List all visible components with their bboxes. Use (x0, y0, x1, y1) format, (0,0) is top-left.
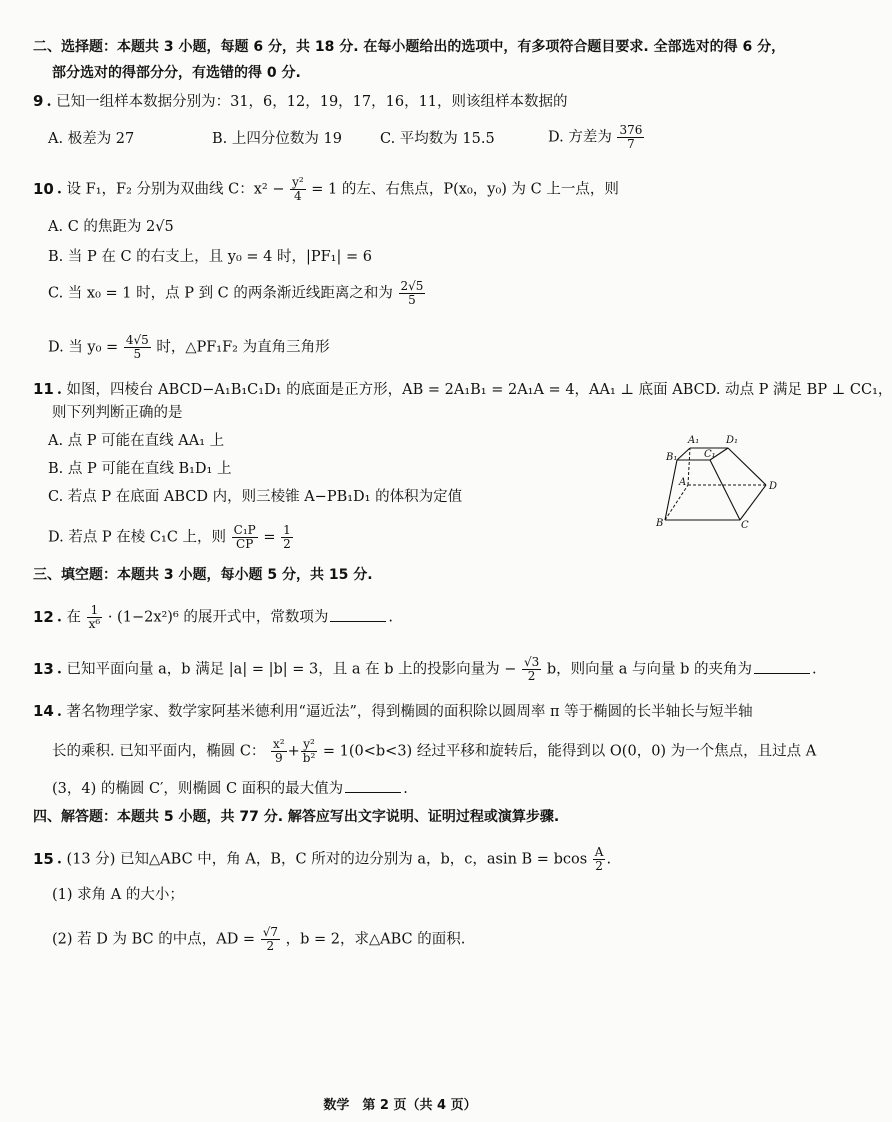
q12-answer-blank[interactable] (330, 607, 386, 622)
label-B1: B₁ (666, 452, 678, 463)
q14-frac2-num: y² (301, 738, 318, 752)
q15-frac-den: 2 (595, 859, 603, 873)
q15-part2 (52, 926, 465, 953)
section-3-header: 三、填空题：本题共 3 小题，每小题 5 分，共 15 分. (33, 567, 373, 583)
q14-number: 14 (33, 702, 54, 720)
q15-p2-frac-den: 2 (266, 939, 275, 953)
q11-d-frac2-num: 1 (283, 523, 291, 537)
q14-line3-pre: (3，4) 的椭圆 C′，则椭圆 C 面积的最大值为 (52, 781, 344, 797)
edge-CC1 (710, 460, 740, 520)
q13-frac-den: 2 (527, 669, 536, 683)
q11-d-frac1-den: CP (236, 537, 254, 551)
q11-d-frac1-num: C₁P (233, 523, 256, 537)
q10-option-d (48, 334, 330, 361)
label-D: D (769, 481, 778, 492)
label-C: C (741, 520, 749, 531)
q12-frac-den: x⁶ (88, 617, 101, 631)
edge-B1A1 (677, 448, 690, 460)
q15-stem: 15 . (13 分) 已知△ABC 中，角 A，B，C 所对的边分别为 a，b，c，asin B = bcos $\frac{A}{2}$ . (33, 845, 612, 873)
q9-option-d-fraction (617, 124, 644, 151)
q14-frac1-den: 9 (275, 751, 283, 765)
q12-post: . (388, 609, 393, 626)
q10-number: 10 (33, 179, 54, 198)
q10-c-den: 5 (408, 293, 416, 307)
q11-number: 11 (33, 380, 54, 398)
q14-plus: + (287, 743, 300, 760)
q14-frac1-num: x² (273, 737, 285, 751)
q10-d-den: 5 (133, 347, 142, 361)
q15-frac-num: A (594, 845, 604, 859)
q15-part2-fraction (261, 926, 280, 953)
q10-option-d-post: 时，△PF₁F₂ 为直角三角形 (156, 339, 330, 356)
q10-option-d-fraction (124, 334, 151, 361)
q12-fraction (87, 604, 103, 631)
q13-mid: b，则向量 a 与向量 b 的夹角为 (546, 661, 753, 678)
q10-stem-pre: 设 F₁，F₂ 分别为双曲线 C：x² − (66, 181, 285, 198)
q15-part2-post: ，b = 2，求△ABC 的面积. (285, 931, 466, 948)
q9-option-a: A. 极差为 27 (48, 131, 135, 147)
q11-option-d-equals: = (263, 529, 276, 546)
q11-d-frac2-den: 2 (283, 537, 291, 551)
q10-d-num: 4√5 (125, 333, 149, 347)
q11-option-d-pre: D. 若点 P 在棱 C₁C 上，则 (48, 529, 227, 546)
q14-line2-pre: 长的乘积. 已知平面内，椭圆 C： (52, 743, 266, 760)
q14-line2-post: = 1(0<b<3) 经过平移和旋转后，能得到以 O(0，0) 为一个焦点，且过点 A (322, 743, 817, 760)
q9-option-b: B. 上四分位数为 19 (212, 131, 342, 147)
q9-number: 9 (33, 92, 44, 110)
q12-number: 12 (33, 607, 54, 626)
q10-frac-num: y² (292, 175, 304, 189)
q15-p2-frac-num: √7 (262, 925, 278, 939)
section-4-header: 四、解答题：本题共 5 小题，共 77 分. 解答应写出文字说明、证明过程或演算步骤. (33, 809, 560, 825)
label-D1: D₁ (726, 435, 739, 446)
page-footer: 数学 第 2 页（共 4 页） (323, 1098, 477, 1113)
section-2-header-line2: 部分选对的得部分分，有选错的得 0 分. (52, 65, 301, 81)
q9-option-d (548, 124, 645, 151)
edge-CD (740, 485, 766, 520)
q11-stem-line2: 则下列判断正确的是 (52, 405, 183, 421)
q12-mid: · (1−2x²)⁶ 的展开式中，常数项为 (107, 609, 329, 626)
q10-option-c-text: C. 当 x₀ = 1 时，点 P 到 C 的两条渐近线距离之和为 (48, 285, 393, 302)
q15-fraction (593, 846, 606, 873)
q15-part2-pre: (2) 若 D 为 BC 的中点，AD = (52, 931, 256, 948)
q12-frac-num: 1 (87, 604, 103, 618)
label-A1: A₁ (688, 435, 700, 446)
q14-line2 (52, 738, 816, 765)
q9-option-c: C. 平均数为 15.5 (380, 131, 495, 147)
q10-option-b: B. 当 P 在 C 的右支上，且 y₀ = 4 时，|PF₁| = 6 (48, 249, 372, 265)
q15-pre: (13 分) 已知△ABC 中，角 A，B，C 所对的边分别为 a，b，c，asin B = bcos (66, 851, 588, 868)
q11-option-d-fraction1 (232, 524, 258, 551)
q11-option-a: A. 点 P 可能在直线 AA₁ 上 (48, 433, 225, 449)
q13: 13 . 已知平面向量 a，b 满足 |a| = |b| = 3，且 a 在 b 上的投影向量为 − $\frac{√3}{2}$ b，则向量 a 与向量 b 的夹角为 . (33, 655, 817, 683)
q10-stem-post: = 1 的左、右焦点，P(x₀，y₀) 为 C 上一点，则 (311, 181, 619, 198)
q15-number: 15 (33, 849, 54, 868)
q10-option-a: A. C 的焦距为 2√5 (48, 219, 174, 235)
q11-option-d (48, 524, 294, 551)
q11-option-b: B. 点 P 可能在直线 B₁D₁ 上 (48, 461, 232, 477)
frustum-figure (648, 432, 786, 532)
label-B: B (656, 518, 664, 529)
label-A: A (679, 477, 687, 488)
q15-part1: (1) 求角 A 的大小； (52, 887, 184, 903)
q14-line3-post: . (403, 781, 408, 797)
q9-stem: 9 . 已知一组样本数据分别为：31，6，12，19，17，16，11，则该组样本数据的 (33, 92, 568, 110)
q13-number: 13 (33, 659, 54, 678)
q14-line1-text: 著名物理学家、数学家阿基米德利用“逼近法”，得到椭圆的面积除以圆周率 π 等于椭圆的长半轴长与短半轴 (66, 704, 753, 720)
q10-frac-den: 4 (294, 189, 302, 203)
q11-option-c: C. 若点 P 在底面 ABCD 内，则三棱锥 A−PB₁D₁ 的体积为定值 (48, 489, 463, 505)
edge-DD1 (728, 448, 766, 485)
q11-stem-line1: 11 . 如图，四棱台 ABCD−A₁B₁C₁D₁ 的底面是正方形，AB = 2A₁B₁ = 2A₁A = 4，AA₁ ⊥ 底面 ABCD. 动点 P 满足 BP ⊥ CC₁， (33, 380, 892, 398)
q10-option-c-fraction (399, 280, 426, 307)
q14-frac2-den: b² (302, 751, 316, 765)
q11-option-d-fraction2 (281, 524, 293, 551)
q10-c-num: 2√5 (400, 279, 424, 293)
q10-stem: 10 . 设 F₁，F₂ 分别为双曲线 C：x² − $\frac{\text{y²}}{4}$ = 1 的左、右焦点，P(x₀，y₀) 为 C 上一点，则 (33, 175, 619, 203)
q13-answer-blank[interactable] (754, 659, 810, 674)
q13-fraction (522, 656, 541, 683)
q9-d-denominator: 7 (627, 137, 635, 151)
q14-line1: 14 . 著名物理学家、数学家阿基米德利用“逼近法”，得到椭圆的面积除以圆周率 π 等于椭圆的长半轴长与短半轴 (33, 702, 753, 720)
q10-stem-fraction (290, 176, 306, 203)
q14-fraction1 (271, 738, 287, 765)
q12: 12 . 在 $\frac{1}{\text{x⁶}}$ · (1−2x²)⁶ 的展开式中，常数项为 . (33, 603, 393, 631)
q13-frac-num: √3 (523, 655, 540, 669)
q10-option-c (48, 280, 426, 307)
q11-stem1-text: 如图，四棱台 ABCD−A₁B₁C₁D₁ 的底面是正方形，AB = 2A₁B₁ = 2A₁A = 4，AA₁ ⊥ 底面 ABCD. 动点 P 满足 BP ⊥ CC₁， (66, 382, 892, 398)
q9-d-numerator: 376 (619, 123, 643, 137)
q14-answer-blank[interactable] (345, 778, 401, 793)
section-2-header-line1: 二、选择题：本题共 3 小题，每题 6 分，共 18 分. 在每小题给出的选项中，有多项符合题目要求. 全部选对的得 6 分， (33, 39, 786, 55)
edge-AA1 (688, 448, 690, 485)
q9-stem-text: 已知一组样本数据分别为：31，6，12，19，17，16，11，则该组样本数据的 (56, 94, 568, 110)
label-C1: C₁ (704, 449, 716, 460)
q9-option-d-text: D. 方差为 (548, 129, 612, 146)
q12-pre: 在 (66, 609, 82, 626)
q10-option-d-pre: D. 当 y₀ = (48, 339, 119, 356)
q13-post: . (812, 661, 817, 678)
q14-line3 (52, 778, 408, 800)
q15-post: . (606, 851, 612, 868)
q13-pre: 已知平面向量 a，b 满足 |a| = |b| = 3，且 a 在 b 上的投影向量为 − (66, 661, 517, 678)
q14-fraction2 (301, 738, 318, 765)
